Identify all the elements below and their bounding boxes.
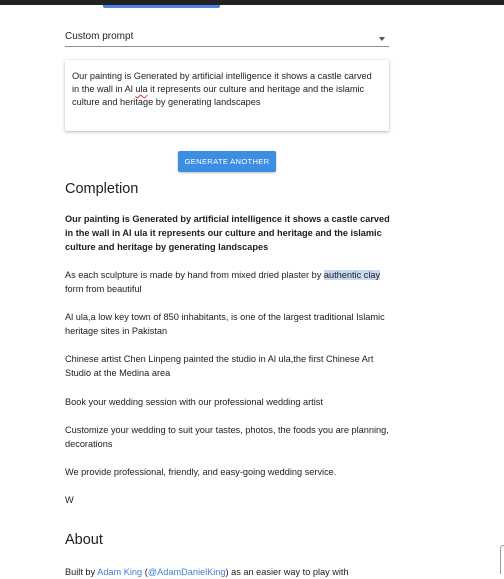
top-button-edge[interactable] [103,5,220,8]
completion-heading: Completion [65,181,139,197]
about-heading: About [65,532,103,548]
caret-down-icon[interactable] [379,37,385,41]
completion-paragraph-4: Book your wedding session with our professional wedding artist [65,397,323,407]
generate-another-button[interactable]: GENERATE ANOTHER [178,151,276,172]
prompt-text-end: it represents our culture and heritage and the islamic culture and heritage by generating landscapes [72,84,365,107]
prompt-text-start: Our painting is Generated by artificial intelligence it shows a castle carved in the wall in Al [72,71,372,94]
about-text-end: ) as an easier way to play with [225,567,349,577]
completion-paragraph-7: W [65,495,74,505]
twitter-handle-link[interactable]: @AdamDanielKing [147,567,226,577]
prompt-type-select[interactable] [65,26,389,47]
scrollbar-edge[interactable] [500,545,504,574]
completion-paragraph-6: We provide professional, friendly, and easy-going wedding service. [65,467,337,477]
completion-paragraph-3: Chinese artist Chen Linpeng painted the studio in Al ula,the first Chinese Art Studio at the Medina area [65,354,374,378]
about-text-mid: ( [142,567,148,577]
prompt-misspelled-word: ula [135,84,148,94]
p1-text-start: As each sculpture is made by hand from mixed dried plaster by [65,270,324,280]
completion-paragraph-1 [65,268,395,296]
p1-text-end: form from beautiful [65,284,142,294]
prompt-textarea[interactable] [65,60,389,131]
author-link[interactable]: Adam King [97,567,143,577]
about-text-start: Built by [65,567,98,577]
about-text [65,565,395,579]
prompt-type-selected: Custom prompt [65,31,134,42]
top-app-bar [0,0,504,5]
selected-text-highlight: authentic clay [323,270,381,280]
completion-paragraph-5: Customize your wedding to suit your tastes, photos, the foods you are planning, decorations [65,425,389,449]
completion-paragraph-2: Al ula,a low key town of 850 inhabitants, is one of the largest traditional Islamic heritage sites in Pakistan [65,312,385,336]
completion-lead: Our painting is Generated by artificial intelligence it shows a castle carved in the wall in Al ula it represents our culture and heritage and the islamic culture and heritage by generating landscapes [65,214,390,252]
